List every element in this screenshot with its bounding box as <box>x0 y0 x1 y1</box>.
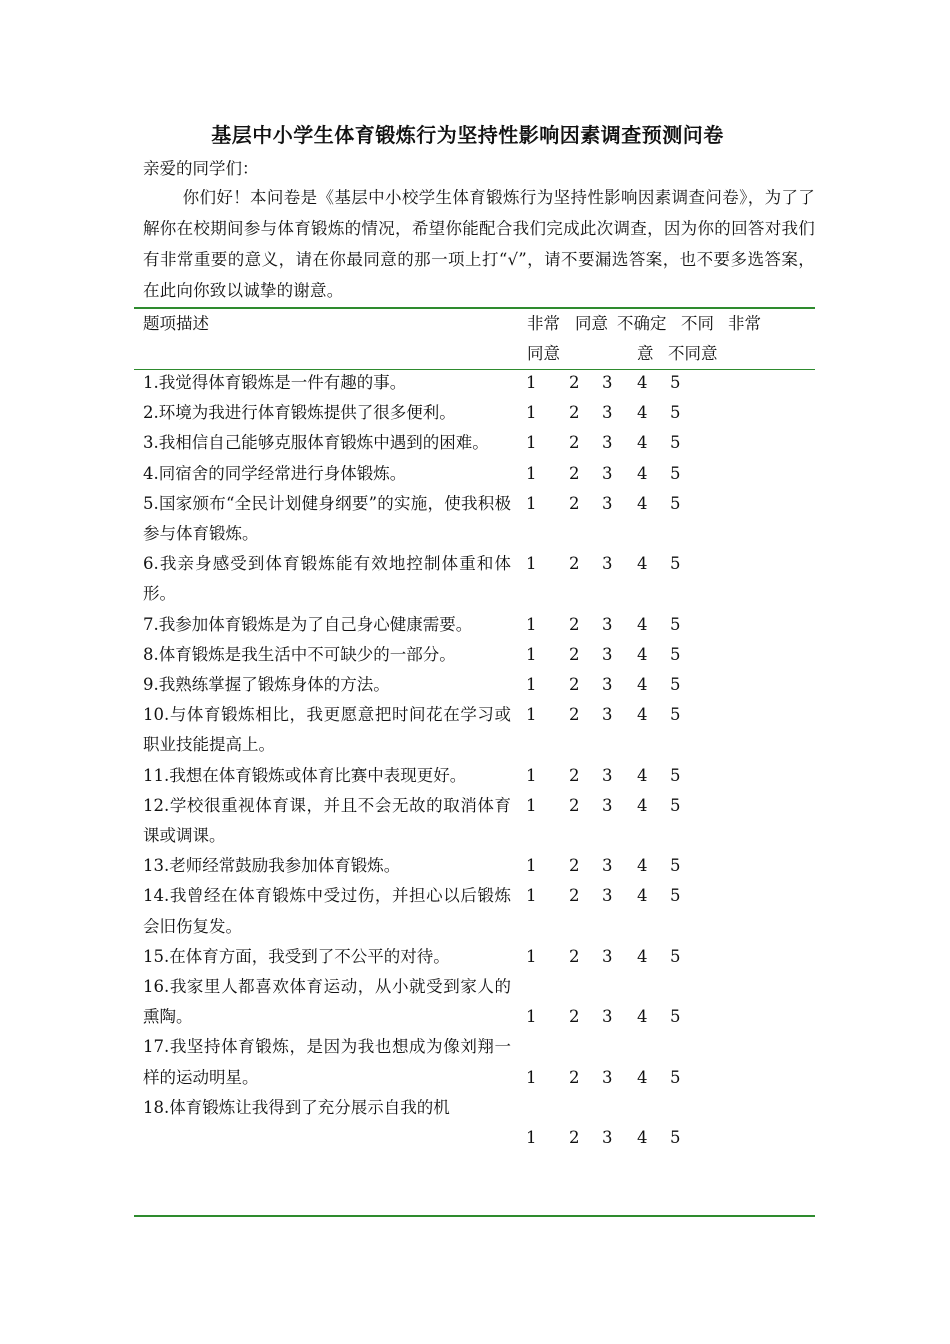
item-text: 15.在体育方面，我受到了不公平的对待。 <box>143 946 450 966</box>
table-row <box>143 942 815 972</box>
score-option[interactable]: 5 <box>670 856 681 876</box>
score-option[interactable]: 1 <box>526 886 537 906</box>
score-option[interactable]: 2 <box>569 403 580 423</box>
score-options <box>526 761 690 791</box>
score-option[interactable]: 1 <box>526 856 537 876</box>
score-option[interactable]: 3 <box>602 433 613 453</box>
item-text: 7.我参加体育锻炼是为了自己身心健康需要。 <box>143 614 473 634</box>
score-option[interactable]: 5 <box>670 433 681 453</box>
score-option[interactable]: 3 <box>602 675 613 695</box>
score-option[interactable]: 1 <box>526 705 537 725</box>
score-option[interactable]: 5 <box>670 1067 681 1087</box>
score-option[interactable]: 4 <box>637 765 648 785</box>
item-text: 11.我想在体育锻炼或体育比赛中表现更好。 <box>143 765 467 785</box>
score-option[interactable]: 3 <box>602 1127 613 1147</box>
score-option[interactable]: 4 <box>637 493 648 513</box>
items-list <box>143 368 815 1153</box>
table-row <box>143 459 815 489</box>
score-option[interactable]: 3 <box>602 554 613 574</box>
score-option[interactable]: 4 <box>637 705 648 725</box>
score-options <box>526 1063 690 1093</box>
item-text: 17.我坚持体育锻炼，是因为我也想成为像刘翔一样的运动明星。 <box>143 1037 511 1087</box>
score-options <box>526 1002 690 1032</box>
score-option[interactable]: 4 <box>637 373 648 392</box>
score-options <box>526 459 690 489</box>
score-option[interactable]: 1 <box>526 463 537 483</box>
item-text: 18.体育锻炼让我得到了充分展示自我的机 <box>143 1097 450 1117</box>
score-options <box>526 428 690 458</box>
score-option[interactable]: 1 <box>526 675 537 695</box>
score-option[interactable]: 1 <box>526 554 537 574</box>
score-option[interactable]: 3 <box>602 614 613 634</box>
table-row <box>143 700 815 760</box>
score-option[interactable]: 5 <box>670 675 681 695</box>
score-options <box>526 549 690 579</box>
table-row <box>143 972 815 1032</box>
score-option[interactable]: 3 <box>602 886 613 906</box>
score-options <box>526 489 690 519</box>
score-option[interactable]: 3 <box>602 463 613 483</box>
item-text: 2.环境为我进行体育锻炼提供了很多便利。 <box>143 403 456 423</box>
item-text: 4.同宿舍的同学经常进行身体锻炼。 <box>143 463 407 483</box>
score-option[interactable]: 3 <box>602 493 613 513</box>
score-options <box>526 881 690 911</box>
score-option[interactable]: 5 <box>670 705 681 725</box>
greeting: 亲爱的同学们： <box>143 159 259 178</box>
score-option[interactable]: 2 <box>569 886 580 906</box>
item-text: 13.老师经常鼓励我参加体育锻炼。 <box>143 856 401 876</box>
score-option[interactable]: 3 <box>602 705 613 725</box>
score-option[interactable]: 4 <box>637 1007 648 1027</box>
score-option[interactable]: 5 <box>670 1007 681 1027</box>
item-text: 16.我家里人都喜欢体育运动，从小就受到家人的熏陶。 <box>143 977 511 1027</box>
score-option[interactable]: 1 <box>526 946 537 966</box>
score-option[interactable]: 3 <box>602 795 613 815</box>
score-option[interactable]: 2 <box>569 373 580 392</box>
score-option[interactable]: 1 <box>526 1067 537 1087</box>
header-desc: 题项描述 <box>143 314 209 333</box>
score-option[interactable]: 2 <box>569 765 580 785</box>
score-options <box>526 700 690 730</box>
score-option[interactable]: 4 <box>637 1067 648 1087</box>
item-text: 6.我亲身感受到体育锻炼能有效地控制体重和体形。 <box>143 554 511 604</box>
score-option[interactable]: 4 <box>637 463 648 483</box>
score-option[interactable]: 5 <box>670 493 681 513</box>
intro-paragraph: 你们好！本问卷是《基层中小校学生体育锻炼行为坚持性影响因素调查问卷》，为了了解你在校期间参与体育锻炼的情况，希望你能配合我们完成此次调查，因为你的回答对我们有非常重要的意义，请在你最同意的那一项上打“√”，请不要漏选答案，也不要多选答案，在此向你致以诚挚的谢意。 <box>143 188 815 300</box>
score-option[interactable]: 4 <box>637 946 648 966</box>
score-option[interactable]: 5 <box>670 795 681 815</box>
score-option[interactable]: 1 <box>526 373 537 392</box>
score-option[interactable]: 3 <box>602 856 613 876</box>
table-row <box>143 1093 815 1153</box>
score-option[interactable]: 3 <box>602 1007 613 1027</box>
table-row <box>143 761 815 791</box>
score-option[interactable]: 1 <box>526 1127 537 1147</box>
table-row <box>143 640 815 670</box>
score-options <box>526 610 690 640</box>
score-option[interactable]: 5 <box>670 463 681 483</box>
score-option[interactable]: 2 <box>569 614 580 634</box>
score-option[interactable]: 3 <box>602 403 613 423</box>
table-row <box>143 851 815 881</box>
item-text: 12.学校很重视体育课，并且不会无故的取消体育课或调课。 <box>143 795 511 846</box>
score-option[interactable]: 5 <box>670 373 681 392</box>
score-option[interactable]: 3 <box>602 946 613 966</box>
score-option[interactable]: 4 <box>637 675 648 695</box>
score-option[interactable]: 4 <box>637 614 648 634</box>
score-option[interactable]: 2 <box>569 1067 580 1087</box>
table-row <box>143 670 815 700</box>
score-option[interactable]: 1 <box>526 403 537 423</box>
score-option[interactable]: 2 <box>569 463 580 483</box>
score-option[interactable]: 4 <box>637 403 648 423</box>
score-option[interactable]: 4 <box>637 1127 648 1147</box>
score-option[interactable]: 4 <box>637 644 648 664</box>
score-option[interactable]: 2 <box>569 433 580 453</box>
header-opt1-line1: 非常 <box>527 314 560 333</box>
score-option[interactable]: 2 <box>569 644 580 664</box>
score-option[interactable]: 2 <box>569 1007 580 1027</box>
item-text: 1.我觉得体育锻炼是一件有趣的事。 <box>143 373 407 392</box>
score-option[interactable]: 2 <box>569 675 580 695</box>
table-row <box>143 610 815 640</box>
score-option[interactable]: 1 <box>526 644 537 664</box>
score-option[interactable]: 2 <box>569 795 580 815</box>
score-options <box>526 368 690 398</box>
score-option[interactable]: 1 <box>526 795 537 815</box>
header-opt5-line2: 不同意 <box>668 344 718 363</box>
header-opt4-line2: 意 <box>637 344 654 363</box>
header-opt4-line1: 不同 <box>681 314 714 333</box>
score-option[interactable]: 5 <box>670 403 681 423</box>
table-row <box>143 398 815 428</box>
table-row <box>143 368 815 398</box>
score-options <box>526 640 690 670</box>
score-option[interactable]: 1 <box>526 765 537 785</box>
score-option[interactable]: 5 <box>670 554 681 574</box>
table-row <box>143 1032 815 1092</box>
table-bottom-rule <box>134 1215 815 1217</box>
score-option[interactable]: 4 <box>637 433 648 453</box>
header-opt2: 同意 <box>575 314 608 333</box>
score-option[interactable]: 4 <box>637 795 648 815</box>
item-text: 14.我曾经在体育锻炼中受过伤，并担心以后锻炼会旧伤复发。 <box>143 886 511 936</box>
score-option[interactable]: 1 <box>526 433 537 453</box>
page-title: 基层中小学生体育锻炼行为坚持性影响因素调查预测问卷 <box>211 123 724 147</box>
header-opt3-line1: 不确定 <box>617 314 667 333</box>
item-text: 5.国家颁布“全民计划健身纲要”的实施，使我积极参与体育锻炼。 <box>143 493 511 544</box>
score-option[interactable]: 3 <box>602 644 613 664</box>
item-text: 8.体育锻炼是我生活中不可缺少的一部分。 <box>143 644 456 664</box>
item-text: 10.与体育锻炼相比，我更愿意把时间花在学习或职业技能提高上。 <box>143 705 511 755</box>
table-row <box>143 428 815 458</box>
score-option[interactable]: 5 <box>670 644 681 664</box>
score-option[interactable]: 1 <box>526 1007 537 1027</box>
score-option[interactable]: 3 <box>602 1067 613 1087</box>
score-option[interactable]: 2 <box>569 554 580 574</box>
table-row <box>143 791 815 851</box>
score-option[interactable]: 2 <box>569 705 580 725</box>
score-option[interactable]: 2 <box>569 856 580 876</box>
score-options <box>526 1123 690 1153</box>
score-option[interactable]: 5 <box>670 946 681 966</box>
item-text: 9.我熟练掌握了锻炼身体的方法。 <box>143 675 390 695</box>
header-opt1-line2: 同意 <box>527 344 560 363</box>
score-option[interactable]: 5 <box>670 614 681 634</box>
score-options <box>526 851 690 881</box>
score-option[interactable]: 4 <box>637 554 648 574</box>
score-option[interactable]: 2 <box>569 946 580 966</box>
score-options <box>526 398 690 428</box>
score-option[interactable]: 2 <box>569 493 580 513</box>
item-text: 3.我相信自己能够克服体育锻炼中遇到的困难。 <box>143 433 489 453</box>
table-row <box>143 549 815 609</box>
score-options <box>526 670 690 700</box>
score-option[interactable]: 5 <box>670 1127 681 1147</box>
table-row <box>143 881 815 941</box>
score-option[interactable]: 1 <box>526 493 537 513</box>
score-options <box>526 942 690 972</box>
score-option[interactable]: 4 <box>637 886 648 906</box>
score-option[interactable]: 5 <box>670 765 681 785</box>
score-option[interactable]: 1 <box>526 614 537 634</box>
header-opt5-line1: 非常 <box>728 314 761 333</box>
score-option[interactable]: 3 <box>602 765 613 785</box>
score-option[interactable]: 4 <box>637 856 648 876</box>
score-option[interactable]: 3 <box>602 373 613 392</box>
score-option[interactable]: 5 <box>670 886 681 906</box>
score-options <box>526 791 690 821</box>
table-row <box>143 489 815 549</box>
score-option[interactable]: 2 <box>569 1127 580 1147</box>
